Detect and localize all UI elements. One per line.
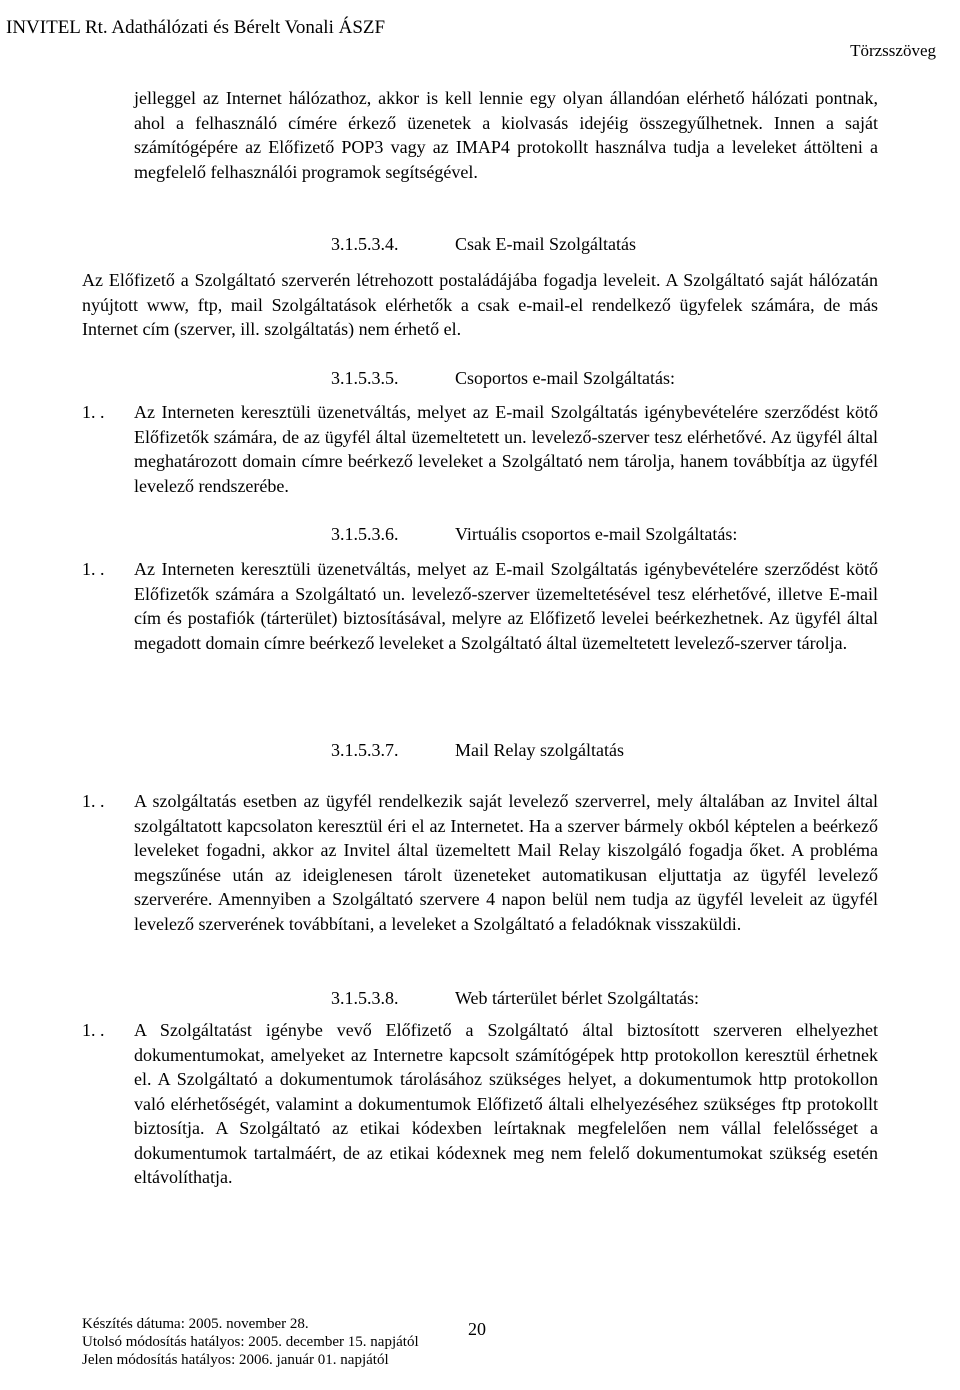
section-paragraph: Az Interneten keresztüli üzenetváltás, melyet az E-mail Szolgáltatás igénybevételére szerződést kötő Előfizetők számára a Szolgáltató un. levelező-szerver üzemeltetésével tesz elérhetővé, illetve E-mail cím és postafiók (tárterület) biztosításával, melyre az Előfizető levelei beérkezhetnek. Az ügyfél által megadott domain címre beérkező leveleket a Szolgáltató által üzemeltetett levelező-szerver tárolja.	[134, 559, 878, 653]
footer-current-effective: Jelen módosítás hatályos: 2006. január 01. napjától	[82, 1352, 389, 1368]
section-list-item	[82, 789, 878, 936]
intro-paragraph: jelleggel az Internet hálózathoz, akkor is kell lennie egy olyan állandóan elérhető hálózati pontnak, ahol a felhasználó címére érkező üzenetek a kiolvasás idejéig összegyűlhetnek. Innen a saját számítógépére az Előfizető POP3 vagy az IMAP4 protokollt használva tudja a leveleket áttölteni a megfelelő felhasználói programok segítségével.	[134, 88, 878, 182]
section-list-item	[82, 400, 878, 498]
section-paragraph: A Szolgáltatást igénybe vevő Előfizető a Szolgáltató által biztosított szerveren elhelyezhet dokumentumokat, amelyeket az Internetre kapcsolt számítógépek http protokollon keresztül érhetnek el. A Szolgáltató a dokumentumok tárolásához szükséges helyet, a dokumentumok http protokollon való elérhetőségét, valamint a dokumentumok Előfizető általi elhelyezéséhez szükséges ftp protokollt biztosítja. A Szolgáltató az etikai kódexben leírtaknak megfelelően nem vállal felelősséget a dokumentumok tartalmáért, de az etikai kódexnek meg nem felelő dokumentumokat szükség esetén eltávolíthatja.	[134, 1020, 878, 1187]
section-number: 3.1.5.3.7.	[331, 740, 399, 760]
list-marker: 1. .	[82, 559, 105, 579]
section-title: Csoportos e-mail Szolgáltatás:	[455, 368, 675, 388]
list-marker: 1. .	[82, 402, 105, 422]
list-marker: 1. .	[82, 791, 105, 811]
section-number: 3.1.5.3.4.	[331, 234, 399, 254]
document-header-title: INVITEL Rt. Adathálózati és Bérelt Vonali ÁSZF	[6, 17, 386, 38]
document-header-section: Törzsszöveg	[850, 41, 936, 60]
list-marker: 1. .	[82, 1020, 105, 1040]
section-paragraph: A szolgáltatás esetben az ügyfél rendelkezik saját levelező szerverrel, mely általában az Invitel által szolgáltatott kapcsolaton keresztül éri el az Internetet. Ha a szerver bármely okból képtelen a beérkező leveleket fogadni, akkor az Invitel által üzemeltett Mail Relay kiszolgáló fogadja őket. A probléma megszűnése után az ideiglenesen tárolt üzeneteket automatikusan eljuttatja az ügyfél levelező szerverére. Amennyiben a Szolgáltató szervere 4 napon belül nem tudja az ügyfél leveleit az ügyfél levelező szerverének továbbítani, a leveleket a Szolgáltató a feladóknak visszaküldi.	[134, 791, 878, 934]
section-title: Web tárterület bérlet Szolgáltatás:	[455, 988, 699, 1008]
section-title: Mail Relay szolgáltatás	[455, 740, 624, 760]
section-paragraph: Az Előfizető a Szolgáltató szerverén létrehozott postaládájába fogadja leveleit. A Szolgáltató saját hálózatán nyújtott www, ftp, mail Szolgáltatások elérhetők a csak e-mail-el rendelkező ügyfelek számára, de más Internet cím (szerver, ill. szolgáltatás) nem érhető el.	[82, 270, 878, 339]
section-list-item	[82, 1018, 878, 1190]
footer-last-modified: Utolsó módosítás hatályos: 2005. december 15. napjától	[82, 1334, 419, 1350]
page-number: 20	[468, 1319, 486, 1339]
document-footer	[82, 1315, 419, 1369]
section-number: 3.1.5.3.5.	[331, 368, 399, 388]
section-list-item	[82, 557, 878, 655]
footer-created-date: Készítés dátuma: 2005. november 28.	[82, 1316, 309, 1332]
section-title: Csak E-mail Szolgáltatás	[455, 234, 636, 254]
section-number: 3.1.5.3.6.	[331, 524, 399, 544]
section-number: 3.1.5.3.8.	[331, 988, 399, 1008]
section-title: Virtuális csoportos e-mail Szolgáltatás:	[455, 524, 738, 544]
section-paragraph: Az Interneten keresztüli üzenetváltás, melyet az E-mail Szolgáltatás igénybevételére szerződést kötő Előfizetők számára, de az ügyfél által üzemeltetett un. levelező-szerver tesz elérhetővé. Az ügyfél által meghatározott domain címre beérkező leveleket a Szolgáltató nem tárolja, hanem továbbítja az ügyfél levelező rendszerébe.	[134, 402, 878, 496]
